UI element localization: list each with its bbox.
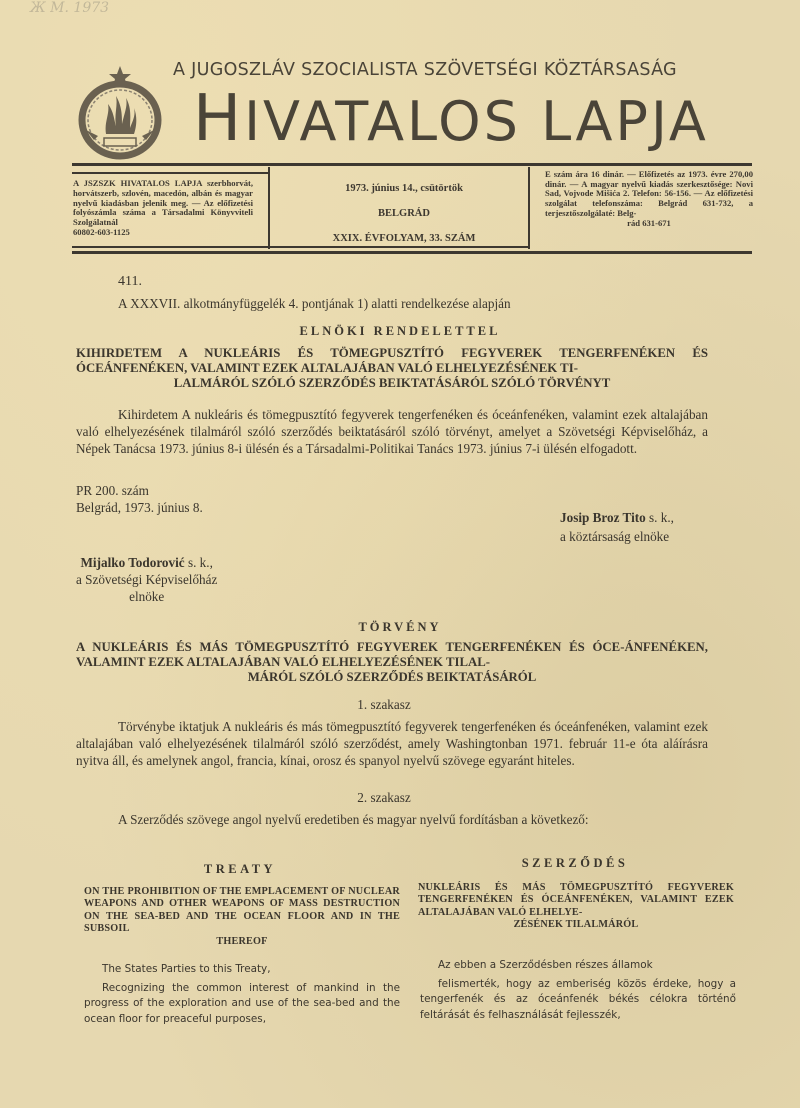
reference-block: [76, 482, 203, 516]
decree-heading: ELNÖKI RENDELETTEL: [299, 324, 501, 338]
signatory-name: Josip Broz Tito: [560, 510, 646, 525]
decree-title-line-last: LALMÁRÓL SZÓLÓ SZERZŐDÉS BEIKTATÁSÁRÓL SZÓLÓ TÖRVÉNYT: [173, 376, 611, 390]
issue-city: BELGRÁD: [378, 208, 430, 219]
masthead-title-rest: IVATALOS LAPJA: [244, 90, 709, 153]
signature-president: [560, 508, 674, 546]
signature-assembly-president: [76, 554, 217, 605]
treaty-hungarian-recital: felismerték, hogy az emberiség közös érdeke, hogy a tengerfenék és az óceánfenék békés célokra történő feltárását és felhasználását fejlesszék,: [420, 977, 736, 1021]
price-and-contact-note: E szám ára 16 dinár. — Előfizetés az 1973. évre 270,00 dinár. — A magyar nyelvű kiadás szerkesztősége: Novi Sad, Vojvode Mišića 2. Telefon: 56-156. — Az előfizetési szolgálat telefonszáma: Belgrád 631-732, a terjesztőszolgálaté: Belg-: [545, 169, 753, 218]
treaty-hungarian-body: [420, 958, 736, 1023]
treaty-english-title-last: THEREOF: [216, 935, 268, 947]
masthead-bottom-rule: [72, 251, 752, 254]
treaty-english-recital: Recognizing the common interest of mankind in the progress of the exploration and use of the sea-bed and the ocean floor for preaceful purposes,: [84, 981, 400, 1025]
promulgation-paragraph: Kihirdetem A nukleáris és tömegpusztító fegyverek tengerfenéken és óceánfenéken, valamint ezek altalajában való elhelyezésének tilalmáról szóló szerződés beiktatásáról szóló törvényt, amelyet a Szövetségi Képviselőház, a Népek Tanácsa 1973. június 8-i ülésén és a Társadalmi-Politikai Tanács 1973. június 7-i ülésén elfogadott.: [76, 407, 708, 456]
section-2-text: A Szerződés szövege angol nyelvű eredetiben és magyar nyelvű fordításban a következő:: [118, 812, 589, 827]
signatory-role: a Szövetségi Képviselőház: [76, 572, 218, 587]
signatory-suffix: s. k.,: [645, 510, 674, 525]
info-divider-right: [528, 167, 530, 249]
signatory-suffix: s. k.,: [184, 555, 213, 570]
treaty-english-body: [84, 962, 400, 1027]
treaty-english-title: [84, 886, 400, 948]
info-box-top-rule: [72, 172, 268, 174]
masthead-top-rule: [72, 163, 752, 166]
treaty-hungarian-title: [418, 882, 734, 932]
masthead-subtitle: A JUGOSZLÁV SZOCIALISTA SZÖVETSÉGI KÖZTÁRSASÁG: [173, 60, 677, 80]
treaty-english-heading: TREATY: [203, 862, 277, 876]
masthead-title: [193, 84, 733, 157]
treaty-hungarian-title-text: NUKLEÁRIS ÉS MÁS TÖMEGPUSZTÍTÓ FEGYVEREK TENGERFENÉKEN ÉS ÓCEÁNFENÉKEN, VALAMINT EZEK ALTALAJÁBAN VALÓ ELHELYE-: [418, 882, 734, 918]
masthead-title-initial: H: [193, 82, 245, 156]
treaty-hungarian-heading: SZERZŐDÉS: [521, 856, 629, 870]
section-2-heading: 2. szakasz: [357, 790, 411, 805]
act-intro: A XXXVII. alkotmányfüggelék 4. pontjának 1) alatti rendelkezése alapján: [118, 296, 511, 311]
signatory-name: Mijalko Todorović: [80, 555, 185, 570]
law-title-line: A NUKLEÁRIS ÉS MÁS TÖMEGPUSZTÍTÓ FEGYVEREK TENGERFENÉKEN ÉS ÓCE-ÁNFENÉKEN, VALAMINT EZEK ALTALAJÁBAN VALÓ ELHELYEZÉSÉNEK TILAL-: [76, 640, 708, 669]
price-info-right: [545, 170, 753, 228]
treaty-english-title-text: ON THE PROHIBITION OF THE EMPLACEMENT OF NUCLEAR WEAPONS AND OTHER WEAPONS OF MASS DESTRUCTION ON THE SEA-BED AND THE OCEAN FLOOR AND IN THE SUBSOIL: [84, 886, 400, 935]
account-number: 60802-603-1125: [73, 226, 130, 237]
law-heading: TÖRVÉNY: [358, 620, 442, 634]
reference-date: Belgrád, 1973. június 8.: [76, 500, 203, 515]
signatory-role: a köztársaság elnöke: [560, 529, 670, 544]
law-title-line-last: MÁRÓL SZÓLÓ SZERZŐDÉS BEIKTATÁSÁRÓL: [247, 670, 537, 684]
section-1-heading: 1. szakasz: [357, 697, 411, 712]
handwritten-margin-note: Ж М. 1973: [30, 0, 110, 16]
issue-date: 1973. június 14., csütörtök: [345, 183, 463, 194]
issue-info: [300, 176, 508, 251]
issue-volume: XXIX. ÉVFOLYAM, 33. SZÁM: [332, 233, 476, 244]
distribution-phone: rád 631-671: [627, 217, 671, 228]
section-1-text: Törvénybe iktatjuk A nukleáris és más tömegpusztító fegyverek tengerfenéken és óceánfenéken, valamint ezek altalajában való elhelyezésének tilalmáról szóló szerződést, amely Washingtonban 1971. február 11-e óta aláírásra nyitva áll, és amelynek angol, francia, kínai, orosz és spanyol nyelvű szövege egyaránt hiteles.: [76, 719, 708, 768]
decree-title-line: KIHIRDETEM A NUKLEÁRIS ÉS TÖMEGPUSZTÍTÓ FEGYVEREK TENGERFENÉKEN ÉS ÓCEÁNFENÉKEN, VALAMINT EZEK ALTALAJÁBAN VALÓ ELHELYEZÉSÉNEK TI-: [76, 346, 708, 375]
decree-title: [76, 346, 708, 391]
treaty-hungarian-title-last: ZÉSÉNEK TILALMÁRÓL: [513, 919, 639, 931]
yugoslav-coat-of-arms-icon: [76, 64, 164, 164]
reference-number: PR 200. szám: [76, 483, 149, 498]
signatory-role-cont: elnöke: [129, 589, 165, 604]
treaty-hungarian-preamble: Az ebben a Szerződésben részes államok: [438, 959, 653, 971]
act-number: 411.: [118, 274, 142, 289]
law-title: [76, 640, 708, 685]
treaty-english-preamble: The States Parties to this Treaty,: [102, 963, 271, 975]
info-divider-left: [268, 167, 270, 249]
publication-languages-note: A JSZSZK HIVATALOS LAPJA szerbhorvát, horvátszerb, szlovén, macedón, albán és magyar nyelvű kiadásban jelenik meg. — Az előfizetési folyószámla száma a Társadalmi Könyvviteli Szolgálatnál: [73, 178, 253, 228]
subscription-info-left: [73, 179, 253, 238]
